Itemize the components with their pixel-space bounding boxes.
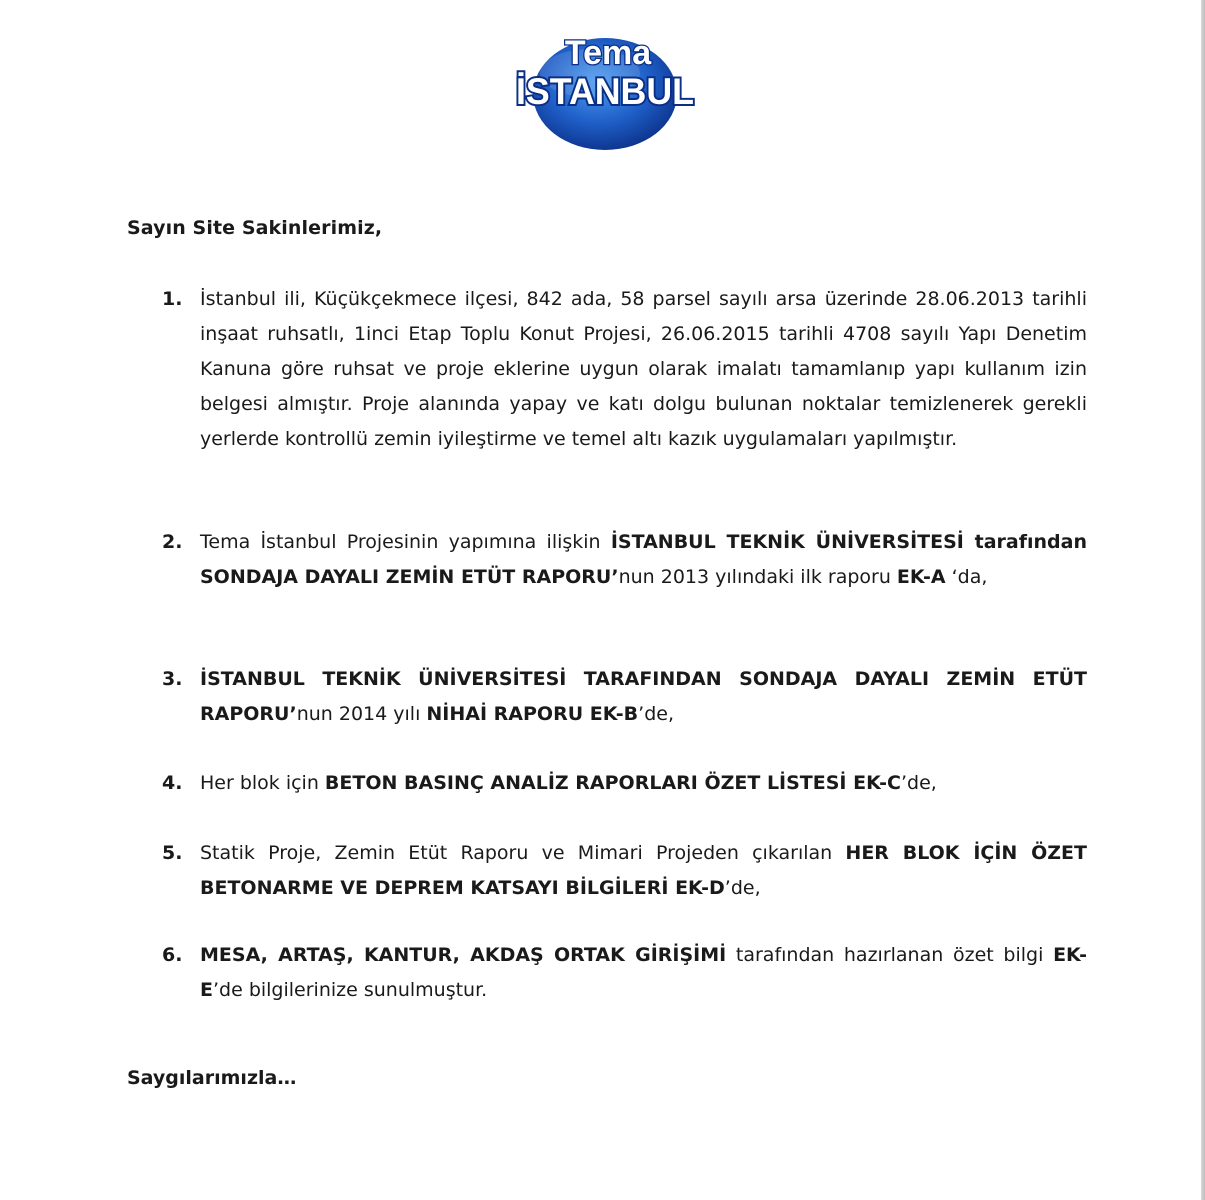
list-item bbox=[162, 525, 1087, 595]
item-text: İstanbul ili, Küçükçekmece ilçesi, 842 ada, 58 parsel sayılı arsa üzerinde 28.06.2013 tarihli inşaat ruhsatlı, 1inci Etap Toplu Konut Projesi, 26.06.2015 tarihli 4708 sayılı Yapı Denetim Kanuna göre ruhsat ve proje eklerine uygun olarak imalatı tamamlanıp yapı kullanım izin belgesi almıştır. Proje alanında yapay ve katı dolgu bulunan noktalar temizlenerek gerekli yerlerde kontrollü zemin iyileştirme ve temel altı kazık uygulamaları yapılmıştır. bbox=[200, 288, 1087, 450]
page-right-edge bbox=[1201, 0, 1205, 1200]
item-number: 6. bbox=[162, 944, 183, 966]
tema-istanbul-logo bbox=[510, 18, 700, 150]
item-number: 1. bbox=[162, 288, 183, 310]
item-text: Statik Proje, Zemin Etüt Raporu ve Mimari Projeden çıkarılan HER BLOK İÇİN ÖZET BETONARME VE DEPREM KATSAYI BİLGİLERİ EK-D’de, bbox=[200, 842, 1087, 899]
item-number: 4. bbox=[162, 772, 183, 794]
list-item bbox=[162, 766, 1087, 801]
item-number: 5. bbox=[162, 842, 183, 864]
item-text: İSTANBUL TEKNİK ÜNİVERSİTESİ TARAFINDAN SONDAJA DAYALI ZEMİN ETÜT RAPORU’nun 2014 yılı NİHAİ RAPORU EK-B’de, bbox=[200, 668, 1087, 725]
item-text: MESA, ARTAŞ, KANTUR, AKDAŞ ORTAK GİRİŞİMİ tarafından hazırlanan özet bilgi EK-E’de bilgilerinize sunulmuştur. bbox=[200, 944, 1087, 1001]
item-number: 2. bbox=[162, 531, 183, 553]
item-text: Her blok için BETON BASINÇ ANALİZ RAPORLARI ÖZET LİSTESİ EK-C’de, bbox=[200, 772, 937, 794]
list-item bbox=[162, 662, 1087, 732]
list-item bbox=[162, 836, 1087, 906]
list-item bbox=[162, 938, 1087, 1008]
closing: Saygılarımızla… bbox=[127, 1067, 297, 1089]
logo-word-istanbul: İSTANBUL bbox=[516, 71, 694, 112]
item-number: 3. bbox=[162, 668, 183, 690]
list-item bbox=[162, 282, 1087, 457]
item-text: Tema İstanbul Projesinin yapımına ilişkin İSTANBUL TEKNİK ÜNİVERSİTESİ tarafından SONDAJA DAYALI ZEMİN ETÜT RAPORU’nun 2013 yılındaki ilk raporu EK-A ‘da, bbox=[200, 531, 1088, 588]
logo-word-tema: Tema bbox=[564, 34, 652, 72]
salutation: Sayın Site Sakinlerimiz, bbox=[127, 217, 383, 239]
